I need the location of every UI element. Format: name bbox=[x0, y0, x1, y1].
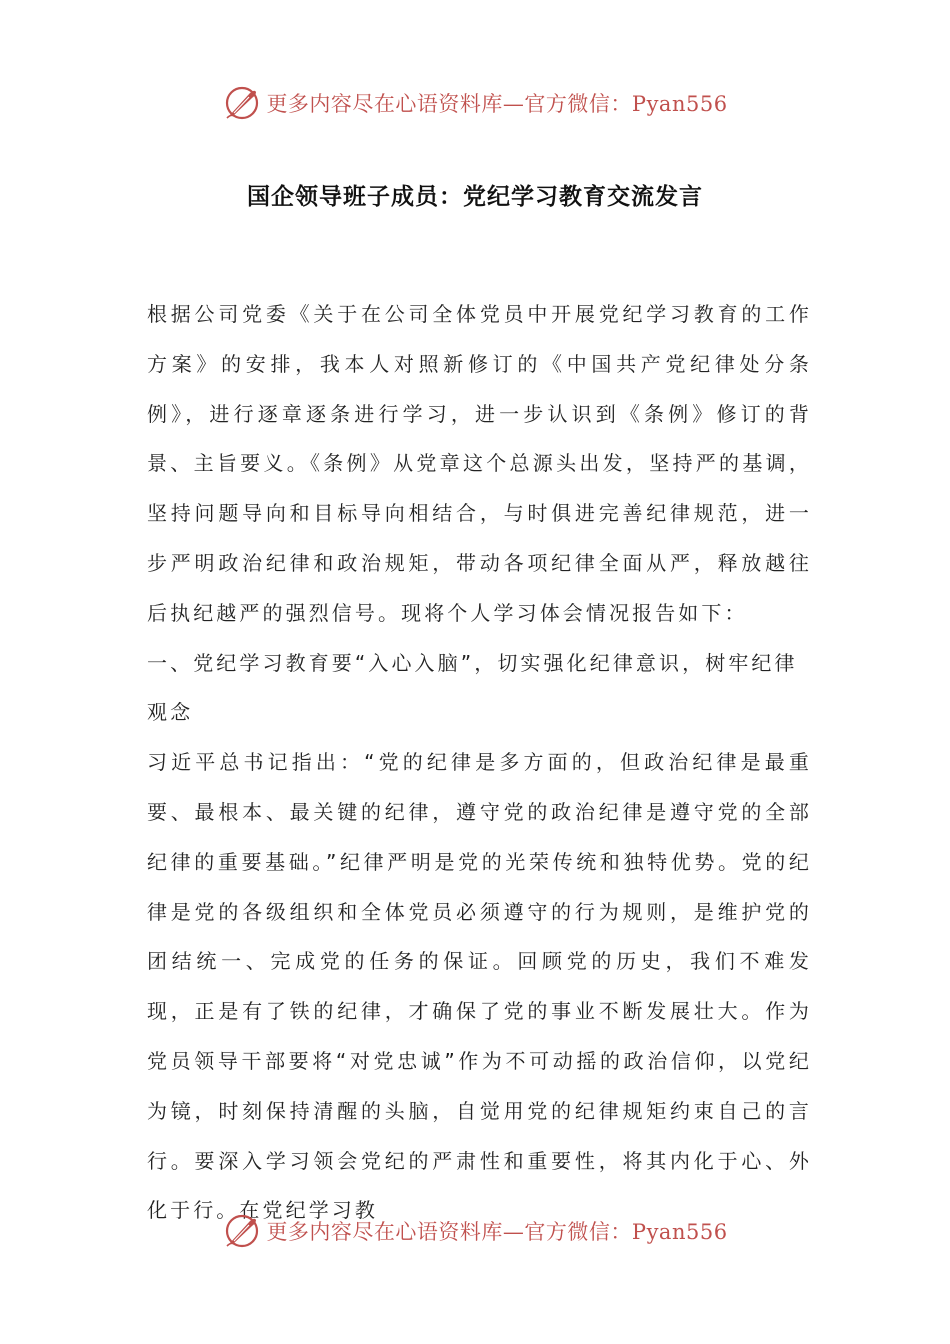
quill-pen-logo-icon bbox=[222, 1211, 262, 1251]
section-paragraph: 习近平总书记指出：“党的纪律是多方面的，但政治纪律是最重要、最根本、最关键的纪律，遵守党的政治纪律是遵守党的全部纪律的重要基础。”纪律严明是党的光荣传统和独特优势。党的纪律是党的各级组织和全体党员必须遵守的行为规则，是维护党的团结统一、完成党的任务的保证。回顾党的历史，我们不难发现，正是有了铁的纪律，才确保了党的事业不断发展壮大。作为党员领导干部要将“对党忠诚”作为不可动摇的政治信仰，以党纪为镜，时刻保持清醒的头脑，自觉用党的纪律规矩约束自己的言行。要深入学习领会党纪的严肃性和重要性，将其内化于心、外化于行。在党纪学习教 bbox=[147, 750, 812, 1223]
section-heading: 一、党纪学习教育要“入心入脑”，切实强化纪律意识，树牢纪律观念 bbox=[147, 650, 798, 725]
document-title: 国企领导班子成员：党纪学习教育交流发言 bbox=[247, 184, 703, 210]
document-body bbox=[147, 290, 812, 1236]
watermark-text: 更多内容尽在心语资料库—官方微信：Pyan556 bbox=[266, 1220, 728, 1244]
quill-pen-logo-icon bbox=[222, 83, 262, 123]
footer-watermark-banner bbox=[0, 1206, 950, 1256]
header-watermark-banner bbox=[0, 78, 950, 128]
intro-paragraph: 根据公司党委《关于在公司全体党员中开展党纪学习教育的工作方案》的安排，我本人对照新修订的《中国共产党纪律处分条例》，进行逐章逐条进行学习，进一步认识到《条例》修订的背景、主旨要义。《条例》从党章这个总源头出发，坚持严的基调，坚持问题导向和目标导向相结合，与时俱进完善纪律规范，进一步严明政治纪律和政治规矩，带动各项纪律全面从严，释放越往后执纪越严的强烈信号。现将个人学习体会情况报告如下： bbox=[147, 302, 812, 625]
watermark-text: 更多内容尽在心语资料库—官方微信：Pyan556 bbox=[266, 92, 728, 116]
